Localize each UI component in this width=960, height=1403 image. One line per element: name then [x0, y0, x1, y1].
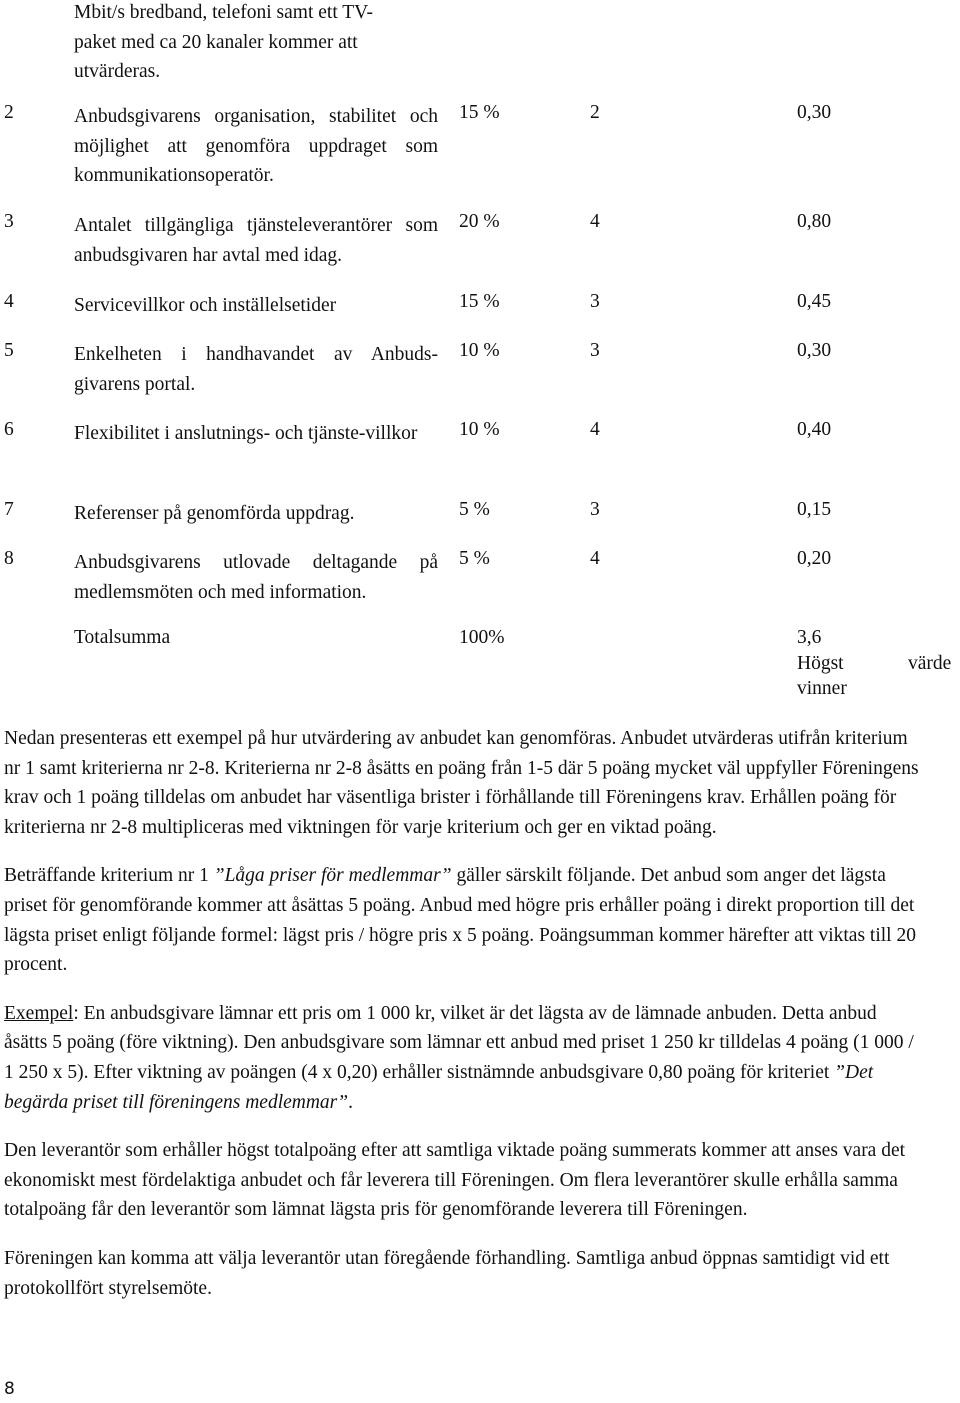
criterion-weight: 20 %	[459, 211, 500, 232]
total-note-hogst: Högst	[797, 653, 844, 674]
criterion-weight: 5 %	[459, 499, 490, 520]
text-span: : En anbudsgivare lämnar ett pris om 1 000 kr, vilket är det lägsta av de lämnade anbuden. Detta anbud åsätts 5 poäng (före viktning). Den anbudsgivare som lämnar ett anbud med priset 1 250 kr tilldelas 4 poäng (1 000 / 1 250 x 5). Efter viktning av poängen (4 x 0,20) erhåller sistnämnde anbudsgivare 0,80 poäng för kriteriet	[4, 1002, 914, 1083]
criterion-text: Antalet tillgängliga tjänsteleverantörer som anbudsgivaren har avtal med idag.	[74, 215, 438, 266]
criterion-number: 4	[4, 291, 14, 312]
criterion-text: Referenser på genomförda uppdrag.	[74, 503, 355, 524]
text-span: .	[348, 1091, 353, 1113]
criterion-weight: 15 %	[459, 102, 500, 123]
continuation-line-2: paket med ca 20 kanaler kommer att	[74, 31, 358, 53]
paragraph-procedure: Föreningen kan komma att välja leverantör utan föregående förhandling. Samtliga anbud öppnas samtidigt vid ett protokollfört styrelsemöte.	[4, 1247, 890, 1299]
criterion-weight: 10 %	[459, 419, 500, 440]
italic-criterion-title: ”Låga priser för medlemmar”	[213, 865, 452, 887]
criterion-1-continuation	[74, 0, 438, 87]
criterion-weight: 10 %	[459, 340, 500, 361]
criterion-weighted-value: 0,15	[797, 499, 832, 520]
total-weight: 100%	[459, 627, 505, 648]
paragraph-winner: Den leverantör som erhåller högst totalpoäng efter att samtliga viktade poäng summerats kommer att anses vara det ekonomiskt mest fördelaktiga anbudet och får leverera till Föreningen. Om flera leverantörer skulle erhålla samma totalpoäng får den leverantör som lämnat lägsta pris för genomförande leverera till Föreningen.	[4, 1140, 906, 1221]
criterion-points: 4	[590, 419, 600, 440]
text-span: Beträffande kriterium nr 1	[4, 865, 214, 887]
criterion-number: 6	[4, 419, 14, 440]
criterion-number: 8	[4, 548, 14, 569]
criterion-number: 3	[4, 211, 14, 232]
criterion-text: Anbudsgivarens utlovade deltagande på medlemsmöten och med information.	[74, 552, 438, 603]
criterion-weight: 15 %	[459, 291, 500, 312]
criterion-weight: 5 %	[459, 548, 490, 569]
criterion-points: 4	[590, 211, 600, 232]
text-span: gäller särskilt följande. Det anbud som anger det lägsta priset för genomförande kommer att åsättas 5 poäng. Anbud med högre pris erhåller poäng i direkt proportion till det lägsta priset enligt följande formel: lägst pris / högre pris x 5 poäng. Poängsumman kommer härefter att viktas till 20 procent.	[4, 865, 916, 976]
total-value: 3,6	[797, 627, 822, 648]
criterion-points: 3	[590, 499, 600, 520]
criterion-text: Enkelheten i handhavandet av Anbuds-givarens portal.	[74, 344, 438, 395]
criterion-weighted-value: 0,40	[797, 419, 832, 440]
total-note-varde: värde	[908, 653, 952, 674]
criterion-number: 5	[4, 340, 14, 361]
paragraph-criterion-1	[4, 861, 922, 979]
criterion-text: Servicevillkor och inställelsetider	[74, 295, 337, 316]
criterion-number: 2	[4, 102, 14, 123]
criterion-weighted-value: 0,30	[797, 102, 832, 123]
criterion-points: 3	[590, 291, 600, 312]
paragraph-evaluation-example: Nedan presenteras ett exempel på hur utvärdering av anbudet kan genomföras. Anbudet utvärderas utifrån kriterium nr 1 samt kriterierna nr 2-8. Kriterierna nr 2-8 åsätts en poäng från 1-5 där 5 poäng mycket väl uppfyller Föreningens krav och 1 poäng tilldelas om anbudet har väsentliga brister i förhållande till Föreningens krav. Erhållen poäng för kriterierna nr 2-8 multipliceras med viktningen för varje kriterium och ger en viktad poäng.	[4, 728, 919, 838]
example-label: Exempel	[4, 1002, 74, 1024]
criterion-number: 7	[4, 499, 14, 520]
evaluation-description	[4, 724, 922, 1322]
total-label: Totalsumma	[74, 627, 171, 648]
total-note-vinner: vinner	[797, 678, 847, 699]
criterion-points: 4	[590, 548, 600, 569]
criterion-weighted-value: 0,80	[797, 211, 832, 232]
criterion-points: 2	[590, 102, 600, 123]
criterion-text: Flexibilitet i anslutnings- och tjänste-villkor	[74, 423, 418, 444]
page-number: 8	[4, 1379, 15, 1399]
criterion-weighted-value: 0,45	[797, 291, 832, 312]
continuation-line-1: Mbit/s bredband, telefoni samt ett TV-	[74, 2, 373, 23]
criterion-points: 3	[590, 340, 600, 361]
criterion-text: Anbudsgivarens organisation, stabilitet och möjlighet att genomföra uppdraget som kommunikationsoperatör.	[74, 106, 438, 186]
continuation-line-3: utvärderas.	[74, 61, 161, 82]
paragraph-example	[4, 999, 922, 1117]
criterion-weighted-value: 0,30	[797, 340, 832, 361]
italic-criterion-title: ”Det begärda priset till föreningens medlemmar”	[4, 1061, 874, 1113]
criterion-weighted-value: 0,20	[797, 548, 832, 569]
